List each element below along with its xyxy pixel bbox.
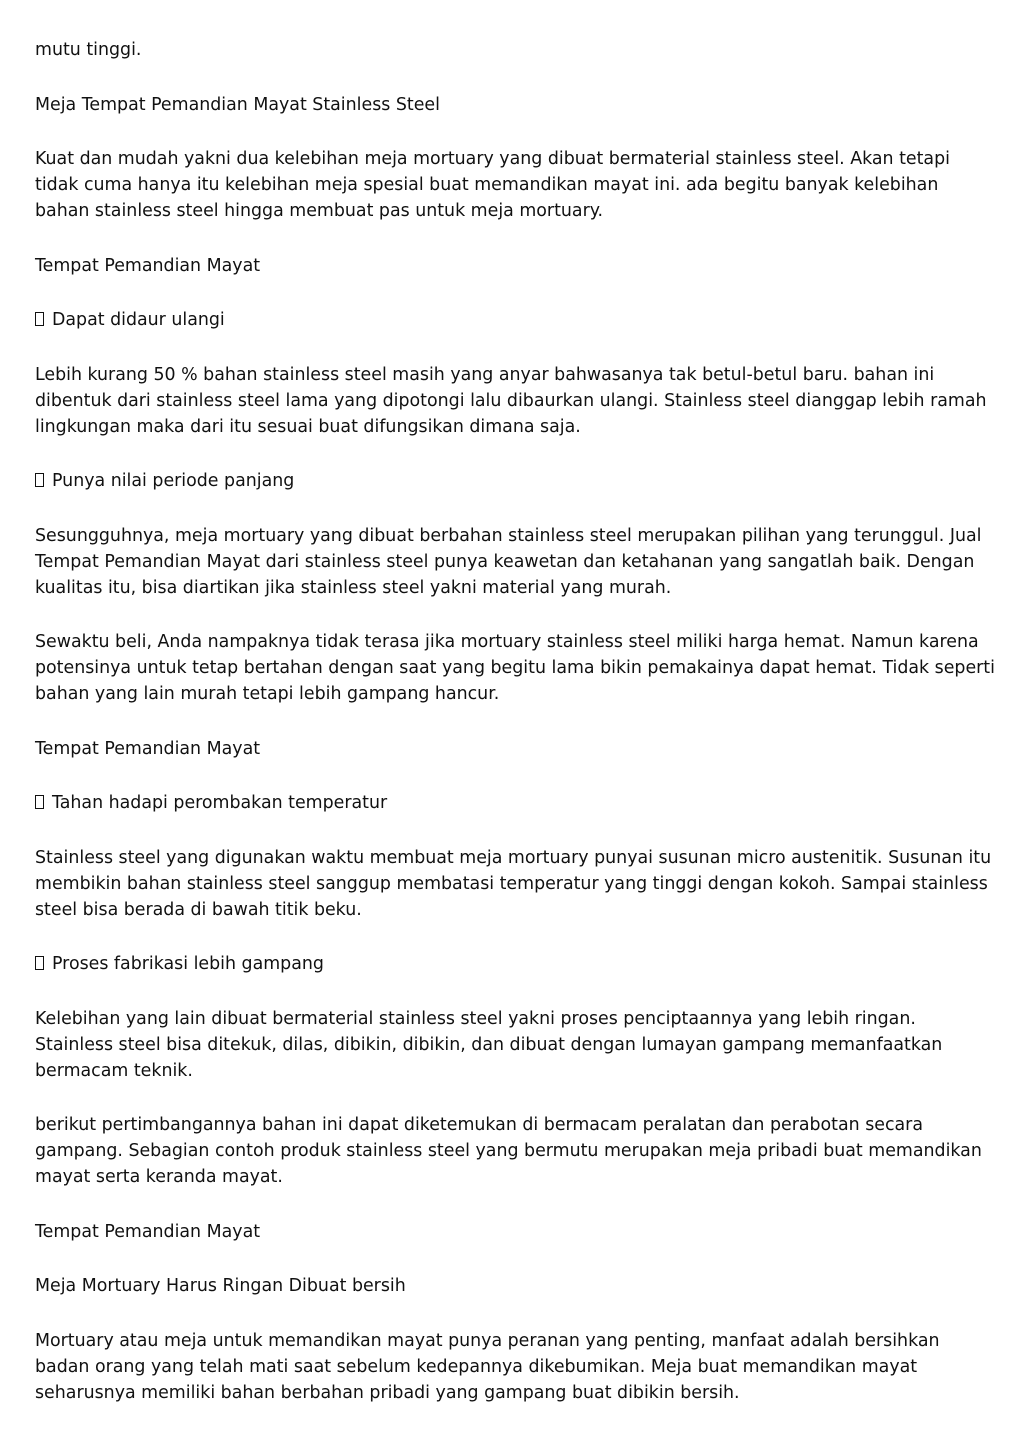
paragraph: mutu tinggi. [35, 40, 142, 60]
missing-glyph-box-icon [35, 473, 44, 487]
bullet-item-label: Dapat didaur ulangi [52, 310, 225, 330]
paragraph: Sesungguhnya, meja mortuary yang dibuat berbahan stainless steel merupakan pilihan yang terunggul. Jual Tempat Pemandian Mayat dari stainless steel punya keawetan dan ketahanan yang sangatlah baik. Dengan kualitas itu, bisa diartikan jika stainless steel yakni material yang murah. [35, 525, 982, 598]
missing-glyph-box-icon [35, 795, 44, 809]
bullet-item-label: Tahan hadapi perombakan temperatur [52, 793, 388, 813]
missing-glyph-box-icon [35, 312, 44, 326]
bullet-item [35, 951, 995, 977]
paragraph: Mortuary atau meja untuk memandikan mayat punya peranan yang penting, manfaat adalah bersihkan badan orang yang telah mati saat sebelum kedepannya dikebumikan. Meja buat memandikan mayat seharusnya memiliki bahan berbahan pribadi yang gampang buat dibikin bersih. [35, 1330, 940, 1403]
section-heading: Tempat Pemandian Mayat [35, 255, 261, 276]
bullet-item-label: Proses fabrikasi lebih gampang [52, 954, 324, 974]
paragraph: Sewaktu beli, Anda nampaknya tidak terasa jika mortuary stainless steel miliki harga hemat. Namun karena potensinya untuk tetap bertahan dengan saat yang begitu lama bikin pemakainya dapat hemat. Tidak seperti bahan yang lain murah tetapi lebih gampang hancur. [35, 632, 995, 704]
paragraph: Lebih kurang 50 % bahan stainless steel masih yang anyar bahwasanya tak betul-betul baru. bahan ini dibentuk dari stainless steel lama yang dipotongi lalu dibaurkan ulangi. Stainless steel dianggap lebih ramah lingkungan maka dari itu sesuai buat difungsikan dimana saja. [35, 364, 987, 437]
paragraph: Kuat dan mudah yakni dua kelebihan meja mortuary yang dibuat bermaterial stainless steel. Akan tetapi tidak cuma hanya itu kelebihan meja spesial buat memandikan mayat ini. ada begitu banyak kelebihan bahan stainless steel hingga membuat pas untuk meja mortuary. [35, 149, 950, 221]
paragraph: Stainless steel yang digunakan waktu membuat meja mortuary punyai susunan micro austenitik. Susunan itu membikin bahan stainless steel sanggup membatasi temperatur yang tinggi dengan kokoh. Sampai stainless steel bisa berada di bawah titik beku. [35, 847, 992, 920]
bullet-item [35, 468, 995, 494]
missing-glyph-box-icon [35, 956, 44, 970]
paragraph: Kelebihan yang lain dibuat bermaterial stainless steel yakni proses penciptaannya yang lebih ringan. Stainless steel bisa ditekuk, dilas, dibikin, dibikin, dan dibuat dengan lumayan gampang memanfaatkan bermacam teknik. [35, 1008, 943, 1081]
section-heading: Tempat Pemandian Mayat [35, 738, 261, 759]
section-heading: Tempat Pemandian Mayat [35, 1221, 261, 1242]
paragraph: berikut pertimbangannya bahan ini dapat diketemukan di bermacam peralatan dan perabotan secara gampang. Sebagian contoh produk stainless steel yang bermutu merupakan meja pribadi buat memandikan mayat serta keranda mayat. [35, 1115, 982, 1187]
bullet-item-label: Punya nilai periode panjang [52, 471, 295, 491]
section-heading: Meja Tempat Pemandian Mayat Stainless Steel [35, 94, 440, 115]
document-page [35, 37, 995, 1434]
section-heading: Meja Mortuary Harus Ringan Dibuat bersih [35, 1276, 406, 1296]
bullet-item [35, 307, 995, 333]
bullet-item [35, 790, 995, 816]
